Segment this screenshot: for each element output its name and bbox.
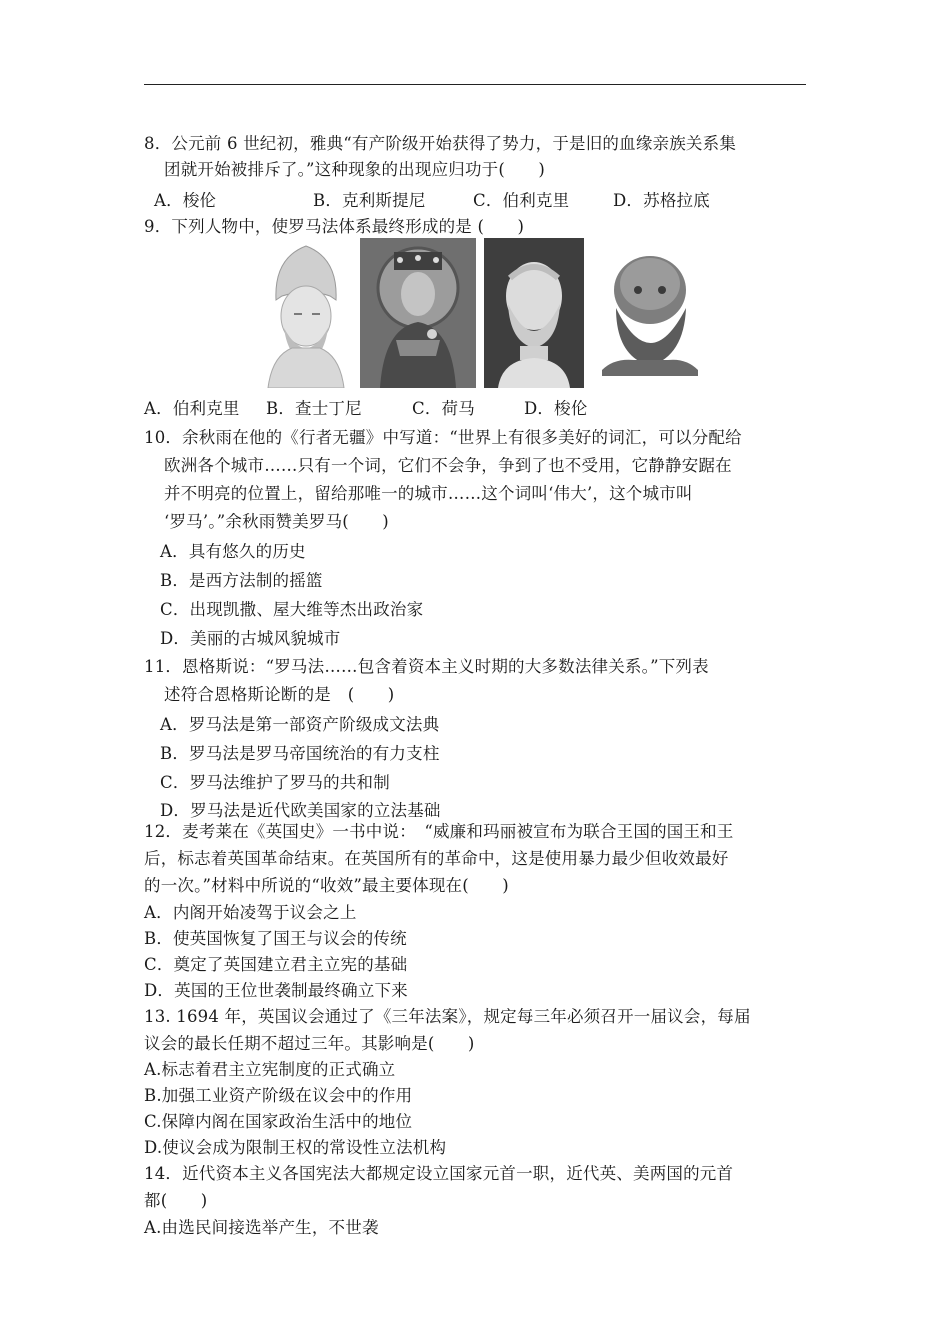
socrates-bust-image	[594, 238, 704, 388]
q12-option-a[interactable]: A．内阁开始凌驾于议会之上	[144, 903, 357, 922]
q11-option-d[interactable]: D．罗马法是近代欧美国家的立法基础	[160, 801, 441, 820]
q13-option-b[interactable]: B.加强工业资产阶级在议会中的作用	[144, 1086, 413, 1105]
q12-option-c[interactable]: C．奠定了英国建立君主立宪的基础	[144, 955, 408, 974]
q10-option-d[interactable]: D．美丽的古城风貌城市	[160, 629, 341, 648]
q12-stem-line3: 的一次。”材料中所说的“收效”最主要体现在( )	[144, 876, 509, 895]
q9-option-a[interactable]: A．伯利克里	[144, 399, 240, 418]
q10-option-b[interactable]: B．是西方法制的摇篮	[160, 571, 323, 590]
q8-option-a[interactable]: A．梭伦	[154, 191, 217, 210]
q11-stem-line1: 11．恩格斯说：“罗马法……包含着资本主义时期的大多数法律关系。”下列表	[144, 657, 709, 676]
q11-option-b[interactable]: B．罗马法是罗马帝国统治的有力支柱	[160, 744, 440, 763]
q8-stem-line2: 团就开始被排斥了。”这种现象的出现应归功于( )	[164, 160, 546, 179]
q8-option-d[interactable]: D．苏格拉底	[613, 191, 710, 210]
q9-option-b[interactable]: B．查士丁尼	[266, 399, 362, 418]
q9-option-c[interactable]: C．荷马	[412, 399, 475, 418]
q13-stem-line1: 13. 1694 年，英国议会通过了《三年法案》，规定每三年必须召开一届议会，每届	[144, 1007, 751, 1026]
q11-option-c[interactable]: C．罗马法维护了罗马的共和制	[160, 773, 390, 792]
q12-stem-line2: 后，标志着英国革命结束。在英国所有的革命中，这是使用暴力最少但收效最好	[144, 849, 729, 868]
q10-stem-line2: 欧洲各个城市……只有一个词，它们不会争，争到了也不受用，它静静安踞在	[164, 456, 732, 475]
pericles-bust-image	[258, 238, 354, 388]
q14-stem-line2: 都( )	[144, 1191, 208, 1210]
q9-portraits	[258, 238, 708, 388]
q14-stem-line1: 14．近代资本主义各国宪法大都规定设立国家元首一职，近代英、美两国的元首	[144, 1164, 734, 1183]
q8-option-b[interactable]: B．克利斯提尼	[313, 191, 426, 210]
q9-options	[0, 398, 950, 420]
q10-stem-line1: 10．余秋雨在他的《行者无疆》中写道：“世界上有很多美好的词汇，可以分配给	[144, 428, 742, 447]
justinian-mosaic-image	[360, 238, 476, 388]
q13-option-d[interactable]: D.使议会成为限制王权的常设性立法机构	[144, 1138, 447, 1157]
q8-options	[0, 190, 950, 212]
q13-stem-line2: 议会的最长任期不超过三年。其影响是( )	[144, 1034, 475, 1053]
q11-stem-line2: 述符合恩格斯论断的是 ( )	[164, 685, 395, 704]
q11-option-a[interactable]: A．罗马法是第一部资产阶级成文法典	[160, 715, 440, 734]
q9-option-d[interactable]: D．梭伦	[524, 399, 588, 418]
q8-option-c[interactable]: C．伯利克里	[473, 191, 570, 210]
q13-option-a[interactable]: A.标志着君主立宪制度的正式确立	[144, 1060, 396, 1079]
q10-stem-line4: ‘罗马’。”余秋雨赞美罗马( )	[164, 512, 389, 531]
q14-option-a[interactable]: A.由选民间接选举产生，不世袭	[144, 1218, 379, 1237]
q10-stem-line3: 并不明亮的位置上，留给那唯一的城市……这个词叫‘伟大’，这个城市叫	[164, 484, 693, 503]
homer-bust-image	[484, 238, 584, 388]
q12-stem-line1: 12．麦考莱在《英国史》一书中说： “威廉和玛丽被宣布为联合王国的国王和王	[144, 822, 734, 841]
q13-option-c[interactable]: C.保障内阁在国家政治生活中的地位	[144, 1112, 413, 1131]
q10-option-c[interactable]: C．出现凯撒、屋大维等杰出政治家	[160, 600, 424, 619]
q12-option-d[interactable]: D．英国的王位世袭制最终确立下来	[144, 981, 408, 1000]
q10-option-a[interactable]: A．具有悠久的历史	[160, 542, 306, 561]
q12-option-b[interactable]: B．使英国恢复了国王与议会的传统	[144, 929, 407, 948]
q8-stem-line1: 8．公元前 6 世纪初，雅典“有产阶级开始获得了势力，于是旧的血缘亲族关系集	[144, 134, 737, 153]
q9-stem: 9．下列人物中，使罗马法体系最终形成的是 ( )	[144, 217, 525, 236]
header-rule	[144, 84, 806, 85]
